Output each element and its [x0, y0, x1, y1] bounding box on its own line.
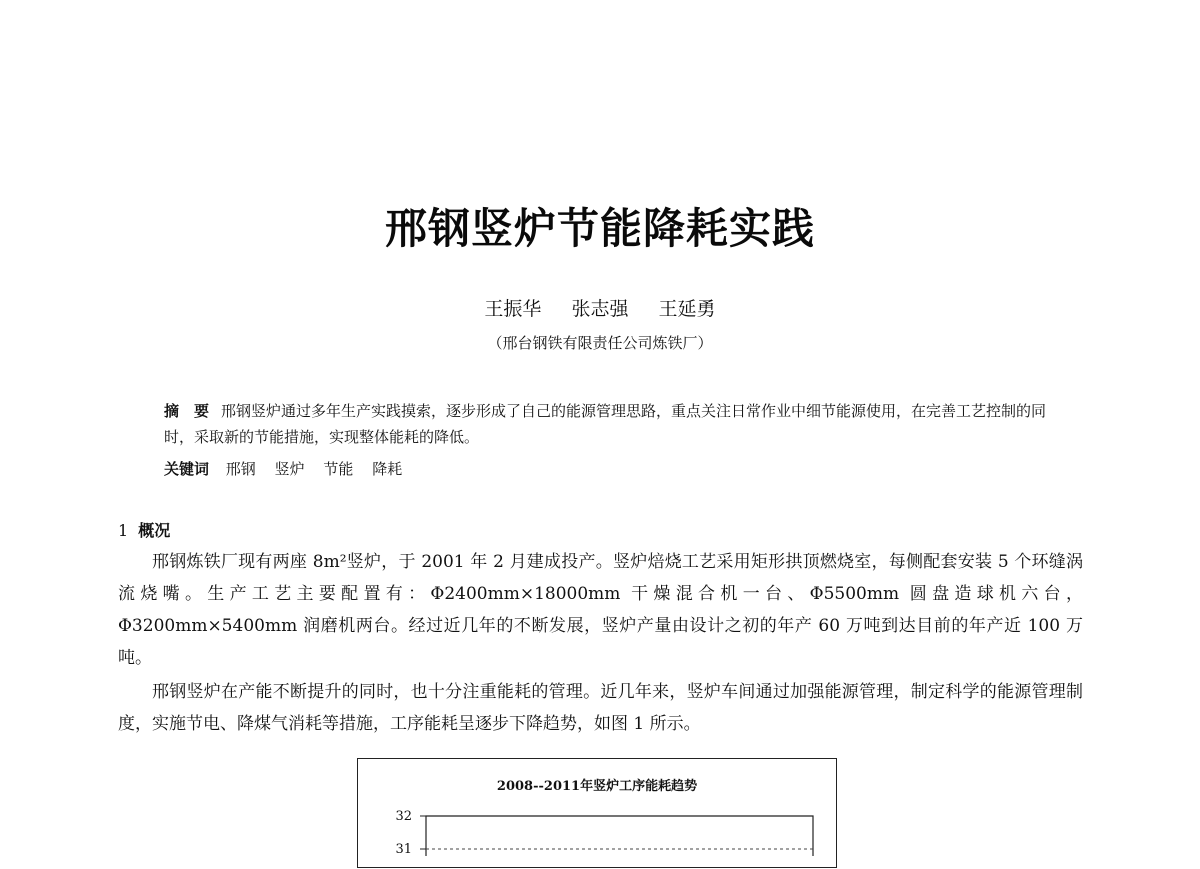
- keyword: 邢钢: [225, 460, 256, 478]
- y-tick-label: 32: [395, 809, 412, 824]
- author: 王振华: [484, 298, 542, 320]
- y-tick-label: 31: [395, 842, 412, 857]
- keywords: [164, 456, 416, 482]
- chart-title: 2008--2011年竖炉工序能耗趋势: [496, 779, 698, 794]
- paragraph-text: 邢钢竖炉在产能不断提升的同时，也十分注重能耗的管理。近几年来，竖炉车间通过加强能源管理，制定科学的能源管理制度，实施节电、降煤气消耗等措施，工序能耗呈逐步下降趋势，如图 1 所示。: [118, 682, 1083, 734]
- body-paragraph: [118, 676, 1083, 740]
- abstract-text: 邢钢竖炉通过多年生产实践摸索，逐步形成了自己的能源管理思路，重点关注日常作业中细节能源使用，在完善工艺控制的同时，采取新的节能措施，实现整体能耗的降低。: [164, 402, 1047, 446]
- figure-1: [357, 758, 837, 868]
- keyword: 竖炉: [274, 460, 305, 478]
- abstract: [164, 398, 1054, 450]
- author-list: [0, 294, 1200, 321]
- keyword: 节能: [323, 460, 354, 478]
- plot-area-frame: [426, 816, 813, 856]
- author: 张志强: [571, 298, 629, 320]
- keyword: 降耗: [372, 460, 403, 478]
- chart-plot: [358, 759, 838, 869]
- body-paragraph: [118, 546, 1083, 674]
- section-title: 概况: [138, 521, 171, 540]
- affiliation: （邢台钢铁有限责任公司炼铁厂）: [487, 334, 713, 352]
- paper-title: 邢钢竖炉节能降耗实践: [384, 204, 815, 253]
- section-heading: [118, 518, 170, 541]
- abstract-label: 摘 要: [164, 402, 210, 420]
- keywords-label: 关键词: [164, 460, 210, 478]
- section-number: 1: [118, 521, 129, 540]
- paragraph-text: 邢钢炼铁厂现有两座 8m²竖炉，于 2001 年 2 月建成投产。竖炉焙烧工艺采用矩形拱顶燃烧室，每侧配套安装 5 个环缝涡流烧嘴。生产工艺主要配置有：Φ2400mm×18000mm 干燥混合机一台、Φ5500mm 圆盘造球机六台，Φ3200mm×5400mm 润磨机两台。经过近几年的不断发展，竖炉产量由设计之初的年产 60 万吨到达目前的年产近 100 万吨。: [118, 552, 1083, 668]
- author: 王延勇: [658, 298, 716, 320]
